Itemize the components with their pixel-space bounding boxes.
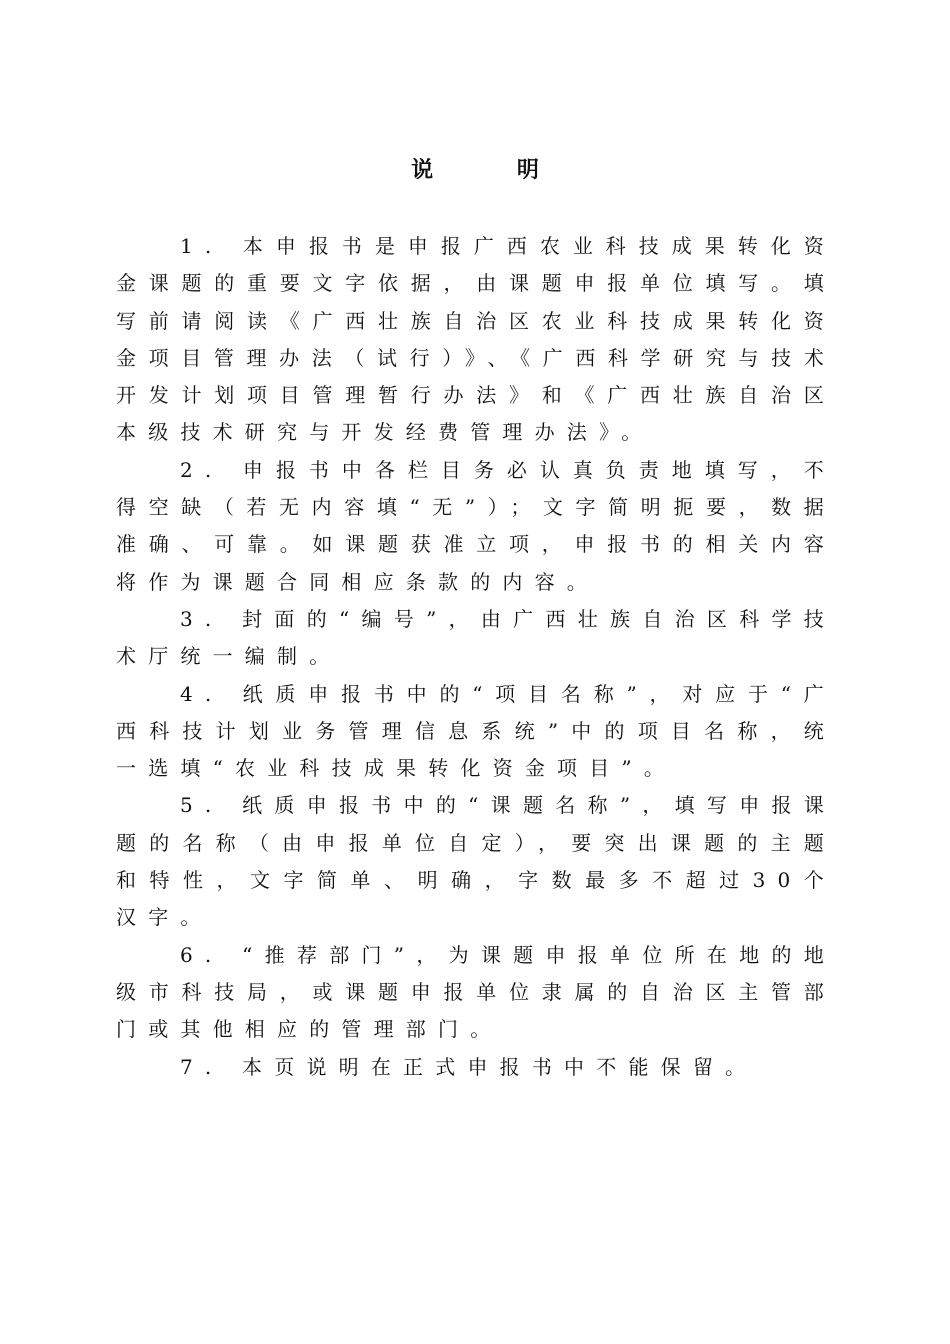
instruction-item-3: 3. 封面的“编号”，由广西壮族自治区科学技术厅统一编制。 xyxy=(116,606,836,669)
instruction-item-6: 6. “推荐部门”，为课题申报单位所在地的地级市科技局，或课题申报单位隶属的自治区主管部门或其他相应的管理部门。 xyxy=(116,942,836,1042)
instruction-item-7: 7. 本页说明在正式申报书中不能保留。 xyxy=(180,1054,758,1079)
instruction-item-2: 2. 申报书中各栏目务必认真负责地填写，不得空缺（若无内容填“无”）；文字简明扼要，数据准确、可靠。如课题获准立项，申报书的相关内容将作为课题合同相应条款的内容。 xyxy=(116,457,836,594)
instruction-item-5: 5. 纸质申报书中的“课题名称”，填写申报课题的名称（由申报单位自定），要突出课题的主题和特性，文字简单、明确，字数最多不超过30个汉字。 xyxy=(116,793,836,930)
instructions-list xyxy=(116,228,836,1086)
page-title: 说 明 xyxy=(411,157,577,183)
instruction-item-1: 1. 本申报书是申报广西农业科技成果转化资金课题的重要文字依据，由课题申报单位填写。填写前请阅读《广西壮族自治区农业科技成果转化资金项目管理办法（试行）》、《广西科学研究与技术开发计划项目管理暂行办法》和《广西壮族自治区本级技术研究与开发经费管理办法》。 xyxy=(116,234,836,445)
instruction-item-4: 4. 纸质申报书中的“项目名称”，对应于“广西科技计划业务管理信息系统”中的项目名称，统一选填“农业科技成果转化资金项目”。 xyxy=(116,681,836,781)
